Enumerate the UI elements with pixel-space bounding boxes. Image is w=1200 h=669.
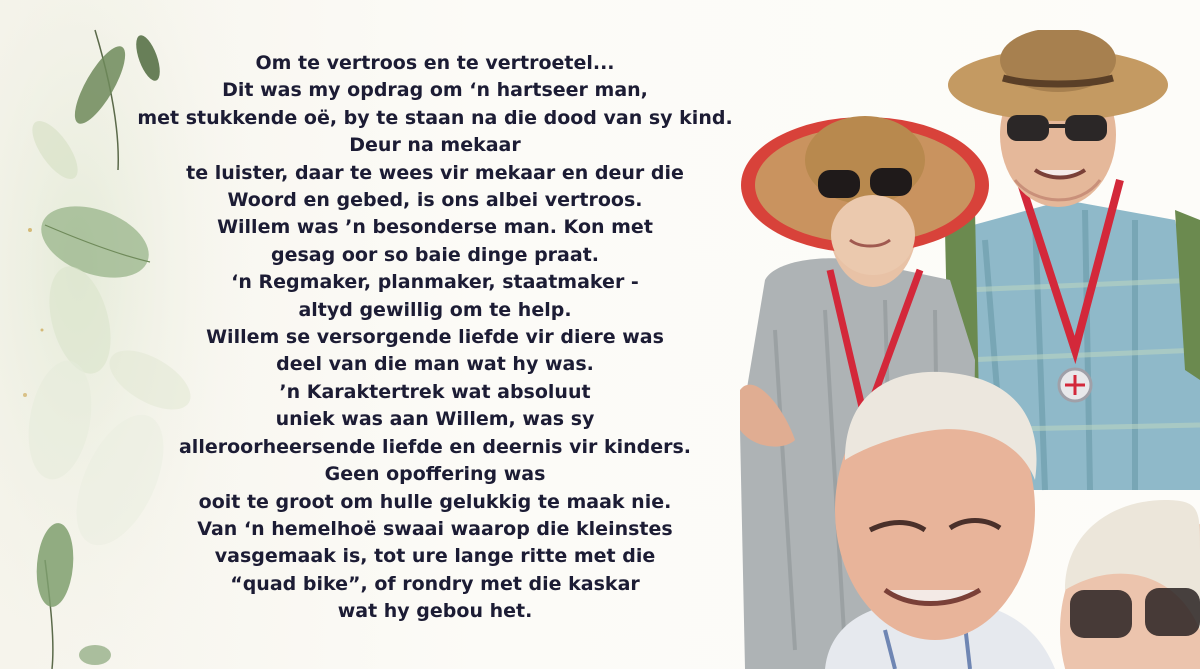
poem-line: uniek was aan Willem, was sy bbox=[275, 408, 595, 431]
poem-line: ’n Karaktertrek wat absoluut bbox=[279, 380, 591, 403]
poem-line: altyd gewillig om te help. bbox=[298, 298, 572, 321]
poem-line: Willem was ’n besonderse man. Kon met bbox=[217, 216, 653, 239]
poem-line: Deur na mekaar bbox=[349, 134, 521, 157]
poem-line: gesag oor so baie dinge praat. bbox=[271, 243, 599, 266]
poem-line: vasgemaak is, tot ure lange ritte met die bbox=[214, 545, 656, 568]
poem-line: alleroorheersende liefde en deernis vir kinders. bbox=[178, 435, 692, 458]
poem-line: met stukkende oë, by te staan na die dood van sy kind. bbox=[137, 106, 733, 129]
poem-line: te luister, daar te wees vir mekaar en deur die bbox=[186, 161, 684, 184]
poem-line: Geen opoffering was bbox=[324, 463, 546, 486]
woman-foreground bbox=[1060, 500, 1200, 669]
leaf-icon bbox=[79, 645, 111, 665]
poem-line: Dit was my opdrag om ‘n hartseer man, bbox=[222, 79, 648, 102]
man-foreground bbox=[825, 372, 1055, 669]
poem-text bbox=[110, 50, 760, 626]
poem-line: ooit te groot om hulle gelukkig te maak nie. bbox=[198, 490, 672, 513]
poem-line: “quad bike”, of rondry met die kaskar bbox=[230, 572, 640, 595]
poem-line: Willem se versorgende liefde vir diere was bbox=[206, 326, 664, 349]
poem-line: ‘n Regmaker, planmaker, staatmaker - bbox=[231, 271, 639, 294]
family-photo bbox=[735, 30, 1200, 669]
poem-line: Van ‘n hemelhoë swaai waarop die kleinstes bbox=[197, 517, 673, 540]
poem-line: Om te vertroos en te vertroetel... bbox=[255, 52, 615, 74]
poem-line: wat hy gebou het. bbox=[337, 600, 533, 623]
poem-line: deel van die man wat hy was. bbox=[276, 353, 594, 376]
poem-line: Woord en gebed, is ons albei vertroos. bbox=[227, 189, 643, 212]
